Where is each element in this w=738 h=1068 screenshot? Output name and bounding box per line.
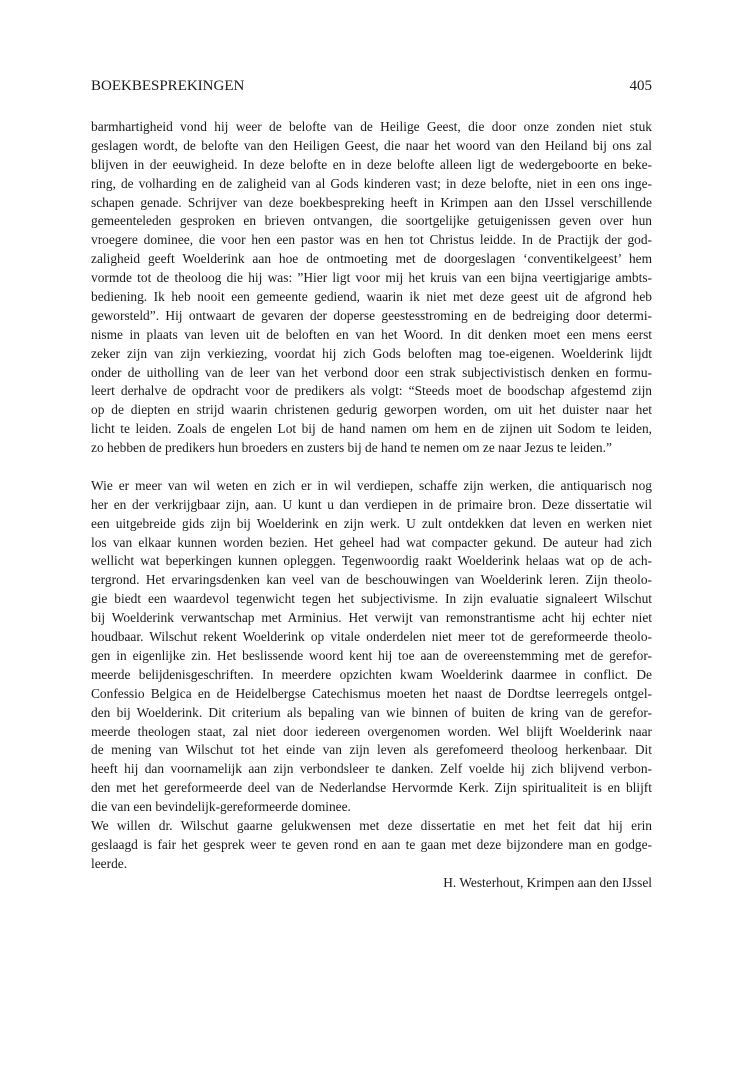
text-line: zeker zijn van zijn verkiezing, voordat hij zich Gods beloften mag toe-eigenen. Woelderink lijdt	[91, 345, 652, 361]
article-body	[91, 118, 652, 893]
text-line: tergrond. Het ervaringsdenken kan veel van de beschouwingen van Woelderink leren. Zijn theolo-	[91, 572, 652, 588]
text-line: licht te leiden. Zoals de engelen Lot bij de hand namen om hem en de zijnen uit Sodom te leiden,	[91, 421, 652, 437]
text-line: heeft hij dan voornamelijk aan zijn verbondsleer te danken. Zelf voelde hij zich blijvend verbon-	[91, 761, 652, 777]
paragraph	[91, 477, 652, 817]
text-line: bediening. Ik heb nooit een gemeente gediend, waarin ik niet met deze geest uit de afgrond heb	[91, 289, 652, 305]
text-line: We willen dr. Wilschut gaarne gelukwensen met deze dissertatie en met het feit dat hij erin	[91, 817, 652, 833]
section-title: BOEKBESPREKINGEN	[91, 78, 245, 94]
text-line: leerde.	[91, 855, 128, 871]
text-line: los van elkaar kunnen worden bezien. Het geheel had wat compacter gekund. De auteur had zich	[91, 534, 652, 550]
text-line: den met het gereformeerde deel van de Nederlandse Hervormde Kerk. Zijn spiritualiteit is en blijft	[91, 780, 652, 796]
running-header	[91, 78, 652, 95]
text-line: Wie er meer van wil weten en zich er in wil verdiepen, schaffe zijn werken, die antiquarisch nog	[91, 477, 652, 493]
text-line: vormde tot de theoloog die hij was: ”Hier ligt voor mij het kruis van een bijna veertigjarige ambts-	[91, 270, 652, 286]
text-line: die van een bevindelijk-gereformeerde dominee.	[91, 799, 351, 815]
page-number: 405	[629, 78, 652, 94]
text-line: een uitgebreide gids zijn bij Woelderink en zijn werk. U zult ontdekken dat leven en werken niet	[91, 515, 652, 531]
text-line: geslagen wordt, de belofte van den Heiligen Geest, die naar het woord van den Heiland bij ons zal	[91, 137, 652, 153]
text-line: geworsteld”. Hij ontwaart de gevaren der doperse geestesstroming en de bedreiging door determi-	[91, 307, 652, 323]
text-line: gemeenteleden gesproken en brieven ontvangen, die soortgelijke getuigenissen geven over hun	[91, 213, 652, 229]
text-line: her en der verkrijgbaar zijn, aan. U kunt u dan verdiepen in de primaire bron. Deze dissertatie wil	[91, 496, 652, 512]
paragraph-gap	[91, 458, 652, 477]
text-line: ring, de volharding en de zaligheid van al Gods kinderen vast; in deze belofte, niet in een ons inge-	[91, 175, 652, 191]
paragraph	[91, 817, 652, 874]
text-line: Confessio Belgica en de Heidelbergse Catechismus moeten het naast de Dordtse leerregels ontgel-	[91, 685, 652, 701]
text-line: schapen genade. Schrijver van deze boekbespreking heeft in Krimpen aan den IJssel verschillende	[91, 194, 652, 210]
text-line: zo hebben de predikers hun broeders en zusters bij de hand te nemen om ze naar Jezus te leiden.”	[91, 440, 612, 456]
text-line: houdbaar. Wilschut rekent Woelderink op vitale onderdelen niet meer tot de gereformeerde theolo-	[91, 629, 652, 645]
text-line: barmhartigheid vond hij weer de belofte van de Heilige Geest, die door onze zonden niet stuk	[91, 119, 652, 134]
text-line: nisme in plaats van leven uit de beloften en van het Woord. In dit denken moet een mens eerst	[91, 326, 652, 342]
text-line: onder de uitholling van de leer van het verbond door een strak subjectivistisch denken en formu-	[91, 364, 652, 380]
text-line: gie biedt een waardevol tegenwicht tegen het subjectivisme. In zijn evaluatie signaleert Wilschut	[91, 591, 652, 607]
text-line: bij Woelderink verwantschap met Arminius. Het verwijt van remonstrantisme acht hij echter niet	[91, 610, 652, 626]
text-line: meerde belijdenisgeschriften. In meerdere opzichten kwam Woelderink daarmee in conflict. De	[91, 666, 652, 682]
text-line: gen in eigenlijke zin. Het beslissende woord kent hij toe aan de overeenstemming met de gerefor-	[91, 647, 652, 663]
text-line: wellicht wat beperkingen kunnen opleggen. Tegenwoordig raakt Woelderink helaas wat op de ach-	[91, 553, 652, 569]
text-line: blijven in der eeuwigheid. In deze belofte en in deze belofte alleen ligt de wedergeboorte en beke-	[91, 156, 652, 172]
text-line: geslaagd is fair het gesprek weer te geven rond en aan te gaan met deze bijzondere man en godge-	[91, 836, 652, 852]
text-line: zaligheid geeft Woelderink aan hoe de ontmoeting met de doorgeslagen ‘conventikelgeest’ hem	[91, 251, 652, 267]
text-line: de mening van Wilschut tot het einde van zijn leven als gerefomeerd theoloog herkenbaar. Dit	[91, 742, 652, 758]
text-line: leert derhalve de opdracht voor de predikers als volgt: “Steeds moet de boodschap afgestemd zijn	[91, 383, 652, 399]
text-line: vroegere dominee, die voor hen een pastor was en hen tot Christus leidde. In de Practijk der god-	[91, 232, 652, 248]
reviewer-signature: H. Westerhout, Krimpen aan den IJssel	[443, 874, 652, 890]
paragraph	[91, 118, 652, 458]
text-line: op de diepten en strijd waarin christenen gedurig geworpen worden, om uit het duister naar het	[91, 402, 652, 418]
text-line: meerde theologen staat, zal niet door iedereen overgenomen worden. Wel blijft Woelderink naar	[91, 723, 652, 739]
text-line: den bij Woelderink. Dit criterium als bepaling van wie binnen of buiten de kring van de gerefor-	[91, 704, 652, 720]
